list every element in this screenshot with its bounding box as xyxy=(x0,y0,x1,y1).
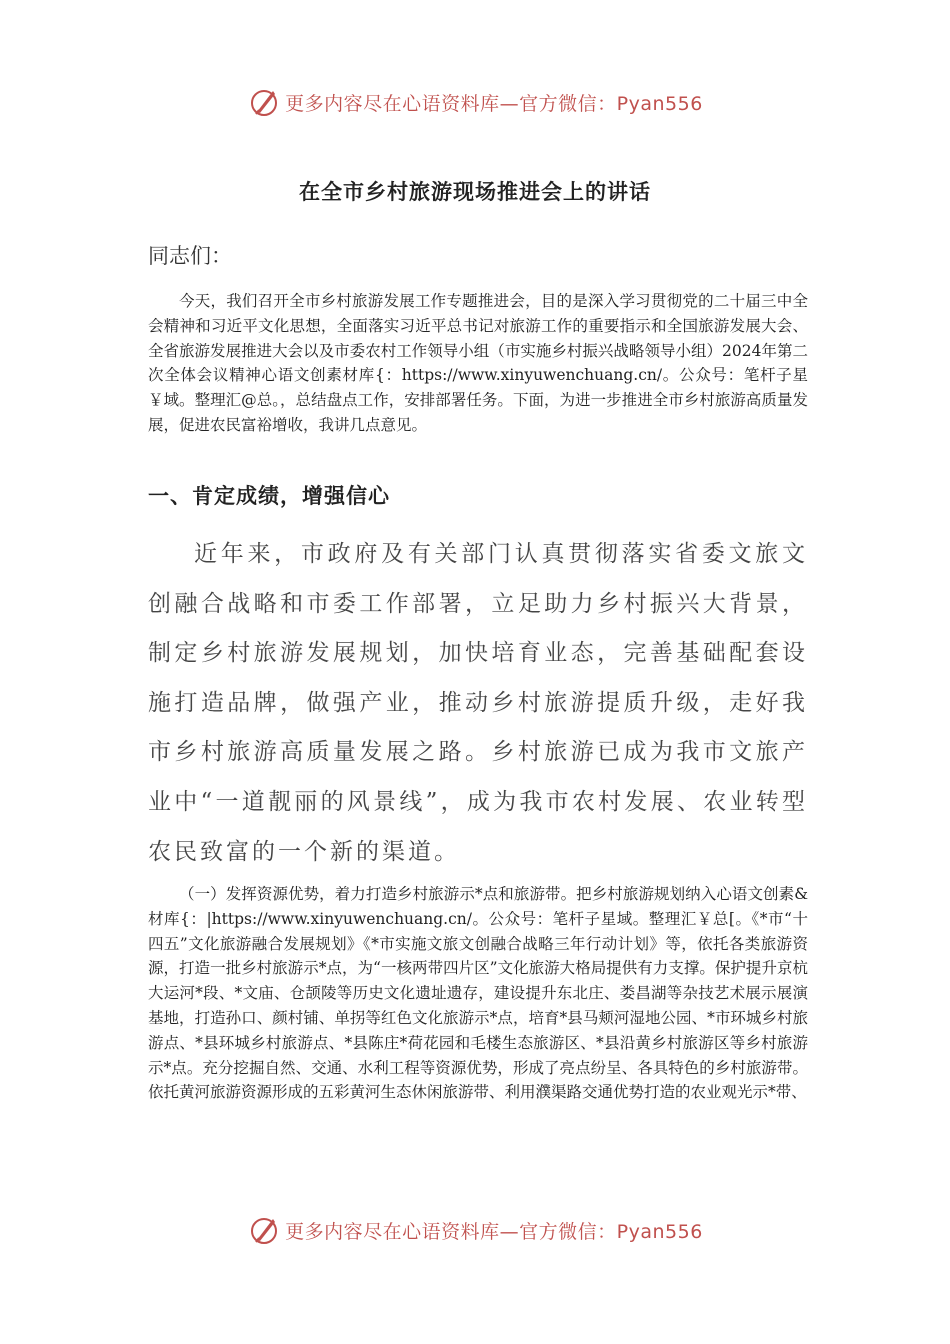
document-title: 在全市乡村旅游现场推进会上的讲话 xyxy=(299,179,651,204)
watermark-text: 更多内容尽在心语资料库—官方微信：Pyan556 xyxy=(285,92,703,115)
quill-pen-icon xyxy=(247,1213,281,1247)
section-heading: 一、肯定成绩，增强信心 xyxy=(148,483,390,508)
header-watermark-banner xyxy=(0,82,950,122)
intro-paragraph: 今天，我们召开全市乡村旅游发展工作专题推进会，目的是深入学习贯彻党的二十届三中全会精神和习近平文化思想，全面落实习近平总书记对旅游工作的重要指示和全国旅游发展大会、全省旅游发展推进大会以及市委农村工作领导小组（市实施乡村振兴战略领导小组）2024年第二次全体会议精神心语文创素材库{：https://www.xinyuwenchuang.cn/。公众号：笔杆子星￥域。整理汇@总。，总结盘点工作，安排部署任务。下面，为进一步推进全市乡村旅游高质量发展，促进农民富裕增收，我讲几点意见。 xyxy=(148,292,808,434)
footer-watermark-banner xyxy=(0,1210,950,1250)
quill-pen-icon xyxy=(247,85,281,119)
body-paragraph-large: 近年来，市政府及有关部门认真贯彻落实省委文旅文创融合战略和市委工作部署，立足助力乡村振兴大背景，制定乡村旅游发展规划，加快培育业态，完善基础配套设施打造品牌，做强产业，推动乡村旅游提质升级，走好我市乡村旅游高质量发展之路。乡村旅游已成为我市文旅产业中“一道靓丽的风景线”，成为我市农村发展、农业转型农民致富的一个新的渠道。 xyxy=(148,541,808,865)
body-paragraph: （一）发挥资源优势，着力打造乡村旅游示*点和旅游带。把乡村旅游规划纳入心语文创素&材库{：|https://www.xinyuwenchuang.cn/。公众号：笔杆子星域。整理汇￥总[。《*市“十四五”文化旅游融合发展规划》《*市实施文旅文创融合战略三年行动计划》等，依托各类旅游资源，打造一批乡村旅游示*点，为“一核两带四片区”文化旅游大格局提供有力支撑。保护提升京杭大运河*段、*文庙、仓颉陵等历史文化遗址遗存，建设提升东北庄、娄昌湖等杂技艺术展示展演基地，打造孙口、颜村铺、单拐等红色文化旅游示*点，培育*县马颊河湿地公园、*市环城乡村旅游点、*县环城乡村旅游点、*县陈庄*荷花园和毛楼生态旅游区、*县沿黄乡村旅游区等乡村旅游示*点。充分挖掘自然、交通、水利工程等资源优势，形成了亮点纷呈、各具特色的乡村旅游带。依托黄河旅游资源形成的五彩黄河生态休闲旅游带、利用濮渠路交通优势打造的农业观光示*带、 xyxy=(148,885,808,1102)
salutation: 同志们： xyxy=(148,244,232,268)
watermark-text: 更多内容尽在心语资料库—官方微信：Pyan556 xyxy=(285,1220,703,1243)
